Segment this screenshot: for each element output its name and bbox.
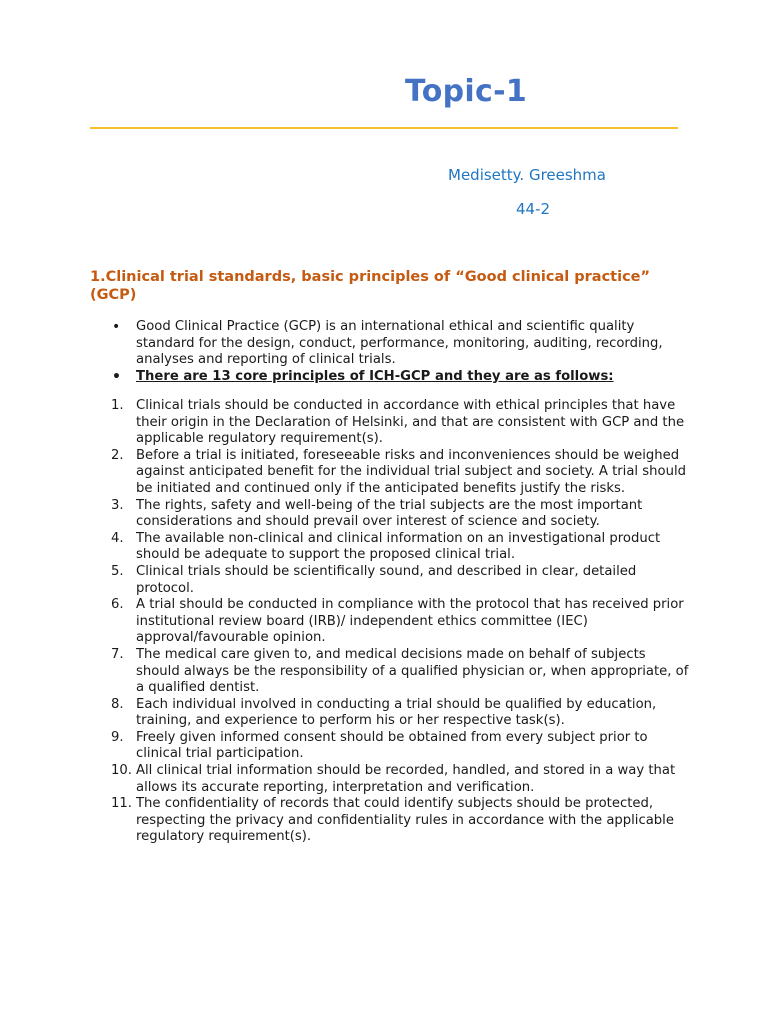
bullet-text: There are 13 core principles of ICH-GCP and they are as follows: (136, 368, 614, 384)
bullet-dot-icon: • (112, 319, 121, 335)
list-number: 4. (111, 530, 124, 546)
list-item-text: The rights, safety and well-being of the trial subjects are the most important considerations and should prevail over interest of science and society. (136, 497, 643, 530)
list-item-text: The available non-clinical and clinical information on an investigational product should be adequate to support the proposed clinical trial. (136, 530, 661, 563)
list-number: 11. (111, 796, 132, 812)
title-underline-divider (90, 127, 678, 129)
list-number: 6. (111, 597, 124, 613)
list-item (90, 398, 690, 448)
list-item (90, 448, 690, 498)
list-item (90, 763, 690, 796)
list-item-text: Each individual involved in conducting a trial should be qualified by education, training, and experience to perform his or her respective task(s). (136, 696, 657, 729)
bullet-item (90, 369, 690, 386)
list-number: 2. (111, 447, 124, 463)
list-number: 10. (111, 763, 132, 779)
page-title: Topic-1 (404, 74, 528, 109)
list-item-text: Clinical trials should be conducted in accordance with ethical principles that have their origin in the Declaration of Helsinki, and that are consistent with GCP and the applicable regulatory requirement(s). (136, 398, 685, 447)
section-heading: 1.Clinical trial standards, basic principles of “Good clinical practice” (GCP) (90, 269, 651, 303)
bullet-item (90, 319, 690, 369)
list-item (90, 564, 690, 597)
list-item (90, 647, 690, 697)
principles-list (90, 398, 690, 846)
list-number: 3. (111, 497, 124, 513)
author-name: Medisetty. Greeshma (448, 166, 606, 184)
list-item-text: All clinical trial information should be recorded, handled, and stored in a way that allows its accurate reporting, interpretation and verification. (136, 763, 676, 795)
list-item-text: Clinical trials should be scientifically sound, and described in clear, detailed protocol. (136, 563, 637, 596)
list-item (90, 531, 690, 564)
list-number: 7. (111, 646, 124, 662)
bullet-text: Good Clinical Practice (GCP) is an international ethical and scientific quality standard for the design, conduct, performance, monitoring, auditing, recording, analyses and reporting of clinical trials. (136, 319, 663, 368)
list-item-text: Freely given informed consent should be obtained from every subject prior to clinical trial participation. (136, 729, 648, 762)
list-item (90, 730, 690, 763)
list-item-text: The medical care given to, and medical decisions made on behalf of subjects should always be the responsibility of a qualified physician or, when appropriate, of a qualified dentist. (136, 646, 689, 696)
list-item-text: The confidentiality of records that could identify subjects should be protected, respecting the privacy and confidentiality rules in accordance with the applicable regulatory requirement(s). (136, 796, 674, 845)
list-item (90, 498, 690, 531)
list-number: 5. (111, 563, 124, 579)
roll-number: 44-2 (516, 200, 551, 218)
list-number: 8. (111, 696, 124, 712)
list-number: 1. (111, 398, 124, 413)
list-item (90, 796, 690, 846)
list-number: 9. (111, 729, 124, 745)
list-item (90, 597, 690, 647)
list-item-text: Before a trial is initiated, foreseeable risks and inconveniences should be weighed against anticipated benefit for the individual trial subject and society. A trial should be initiated and continued only if the anticipated benefits justify the risks. (136, 447, 686, 496)
list-item (90, 697, 690, 730)
bullet-dot-icon: • (112, 368, 121, 385)
list-item-text: A trial should be conducted in compliance with the protocol that has received prior institutional review board (IRB)/ independent ethics committee (IEC) approval/favourable opinion. (136, 597, 684, 646)
intro-bullet-list (90, 319, 690, 385)
